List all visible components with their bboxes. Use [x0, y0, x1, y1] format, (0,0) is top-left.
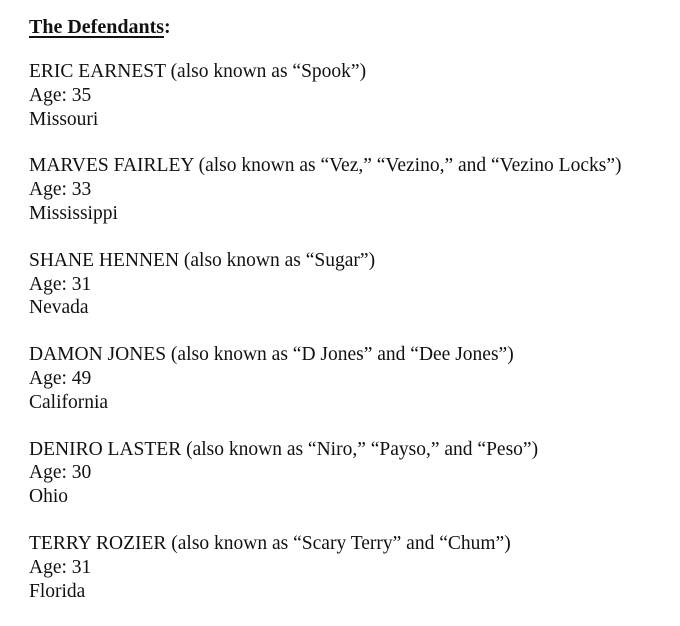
defendant-name: MARVES FAIRLEY (also known as “Vez,” “Vezino,” and “Vezino Locks”): [29, 155, 622, 177]
defendant-name: SHANE HENNEN (also known as “Sugar”): [29, 249, 376, 271]
defendant-age: Age: 49: [29, 367, 92, 389]
section-heading: [29, 14, 672, 40]
section-heading-colon: :: [164, 16, 171, 38]
defendant-name: DAMON JONES (also known as “D Jones” and “Dee Jones”): [29, 344, 514, 366]
defendant-entry: [29, 532, 672, 603]
document-page: [29, 14, 672, 626]
defendant-state: Mississippi: [29, 202, 118, 224]
defendant-state: Ohio: [29, 486, 68, 508]
defendant-entry: [29, 249, 672, 320]
defendant-state: California: [29, 391, 109, 413]
defendant-age: Age: 31: [29, 556, 92, 578]
defendant-name: ERIC EARNEST (also known as “Spook”): [29, 61, 367, 82]
defendant-age: Age: 31: [29, 273, 92, 295]
defendant-name: DENIRO LASTER (also known as “Niro,” “Payso,” and “Peso”): [29, 438, 539, 460]
defendant-entry: [29, 438, 672, 509]
defendant-entry: [29, 343, 672, 414]
section-heading-text: The Defendants: [29, 16, 165, 38]
defendant-age: Age: 35: [29, 84, 92, 106]
defendant-state: Florida: [29, 580, 86, 602]
defendant-state: Missouri: [29, 108, 99, 130]
defendant-entry: [29, 60, 672, 131]
defendant-entry: [29, 154, 672, 225]
defendant-age: Age: 30: [29, 462, 92, 484]
defendant-state: Nevada: [29, 297, 89, 319]
defendant-age: Age: 33: [29, 179, 92, 201]
defendant-name: TERRY ROZIER (also known as “Scary Terry” and “Chum”): [29, 532, 511, 554]
